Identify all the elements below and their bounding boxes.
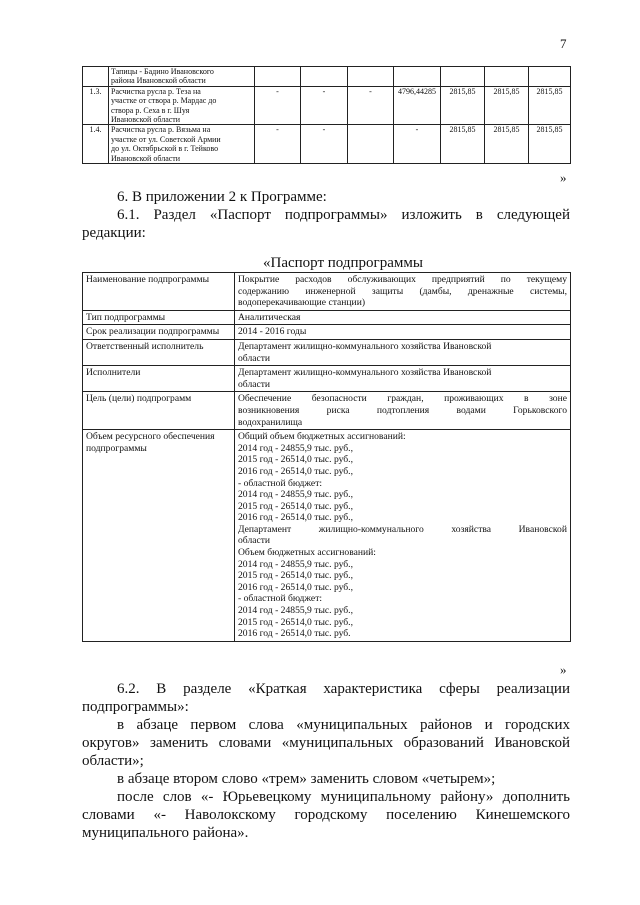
cell (348, 67, 394, 87)
passport-value: Общий объем бюджетных ассигнований: 2014 год - 24855,9 тыс. руб., 2015 год - 26514,0 тыс. руб., 2016 год - 26514,0 тыс. руб., - областной бюджет: 2014 год - 24855,9 тыс. руб., 2015 год - 26514,0 тыс. руб., 2016 год - 26514,0 тыс. руб., Департамент жилищно-коммунального хозяйства Ивановской области Объем бюджетных ассигнований: 2014 год - 24855,9 тыс. руб., 2015 год - 26514,0 тыс. руб., 2016 год - 26514,0 тыс. руб., - областной бюджет: 2014 год - 24855,9 тыс. руб., 2015 год - 26514,0 тыс. руб., 2016 год - 26514,0 тыс. руб. (235, 430, 571, 642)
cell: - (394, 125, 441, 164)
table-row (83, 339, 571, 365)
passport-label: Ответственный исполнитель (83, 339, 235, 365)
cell: 2815,85 (441, 125, 485, 164)
cell: - (255, 86, 301, 125)
passport-label: Срок реализации подпрограммы (83, 325, 235, 340)
table-row (83, 392, 571, 430)
cell: 2815,85 (529, 125, 571, 164)
row-name: Расчистка русла р. Вязьма на участке от ул. Советской Армии до ул. Октябрьской в г. Тейково Ивановской области (109, 125, 255, 164)
passport-label: Цель (цели) подпрограмм (83, 392, 235, 430)
cell: 2815,85 (441, 86, 485, 125)
cell (529, 67, 571, 87)
cell (301, 67, 348, 87)
passport-label: Объем ресурсного обеспечения подпрограммы (83, 430, 235, 642)
row-number: 1.3. (83, 86, 109, 125)
passport-table (82, 272, 571, 642)
cell: - (301, 125, 348, 164)
table-row (83, 430, 571, 642)
closing-quote: » (560, 170, 567, 185)
passport-value: Департамент жилищно-коммунального хозяйства Ивановской области (235, 366, 571, 392)
cell: 4796,44285 (394, 86, 441, 125)
paragraph-6-1: 6.1. Раздел «Паспорт подпрограммы» изложить в следующей (117, 207, 570, 223)
passport-title: «Паспорт подпрограммы (263, 255, 423, 271)
measures-table (82, 66, 571, 164)
row-number (83, 67, 109, 87)
cell: - (255, 125, 301, 164)
cell: 2815,85 (529, 86, 571, 125)
table-row (83, 125, 571, 164)
passport-label: Тип подпрограммы (83, 310, 235, 325)
cell: 2815,85 (485, 125, 529, 164)
passport-label: Исполнители (83, 366, 235, 392)
cell: 2815,85 (485, 86, 529, 125)
paragraph-6-2: 6.2. В разделе «Краткая характеристика сферы реализации подпрограммы»: в абзаце первом слова «муниципальных районов и городских округов» заменить словами «муниципальных образований Ивановской области»; в абзаце втором слово «трем» заменить словом «четырем»; после слов «- Юрьевецкому муниципальному району» дополнить словами «- Наволокскому городскому поселению Кинешемского муниципального района». (82, 681, 570, 841)
cell (394, 67, 441, 87)
paragraph-6-1-cont: редакции: (82, 225, 146, 241)
table-row (83, 86, 571, 125)
passport-value: Департамент жилищно-коммунального хозяйства Ивановской области (235, 339, 571, 365)
table-row (83, 273, 571, 311)
passport-value: Покрытие расходов обслуживающих предприятий по текущему содержанию инженерной защиты (дамбы, дренажные системы, водоперекачивающие станции) (235, 273, 571, 311)
cell (255, 67, 301, 87)
table-row (83, 325, 571, 340)
cell (348, 125, 394, 164)
passport-label: Наименование подпрограммы (83, 273, 235, 311)
row-number: 1.4. (83, 125, 109, 164)
table-row (83, 310, 571, 325)
closing-quote: » (560, 662, 567, 677)
table-row (83, 366, 571, 392)
cell: - (301, 86, 348, 125)
cell: - (348, 86, 394, 125)
cell (485, 67, 529, 87)
passport-value: Аналитическая (235, 310, 571, 325)
cell (441, 67, 485, 87)
row-name: Тапицы - Бадино Ивановского района Ивановской области (109, 67, 255, 87)
passport-value: Обеспечение безопасности граждан, проживающих в зоне возникновения риска подтопления водами Горьковского водохранилища (235, 392, 571, 430)
passport-value: 2014 - 2016 годы (235, 325, 571, 340)
table-row (83, 67, 571, 87)
paragraph-6: 6. В приложении 2 к Программе: (117, 189, 327, 205)
row-name: Расчистка русла р. Теза на участке от створа р. Мардас до створа р. Сеха в г. Шуя Ивановской области (109, 86, 255, 125)
page-number: 7 (560, 36, 567, 51)
